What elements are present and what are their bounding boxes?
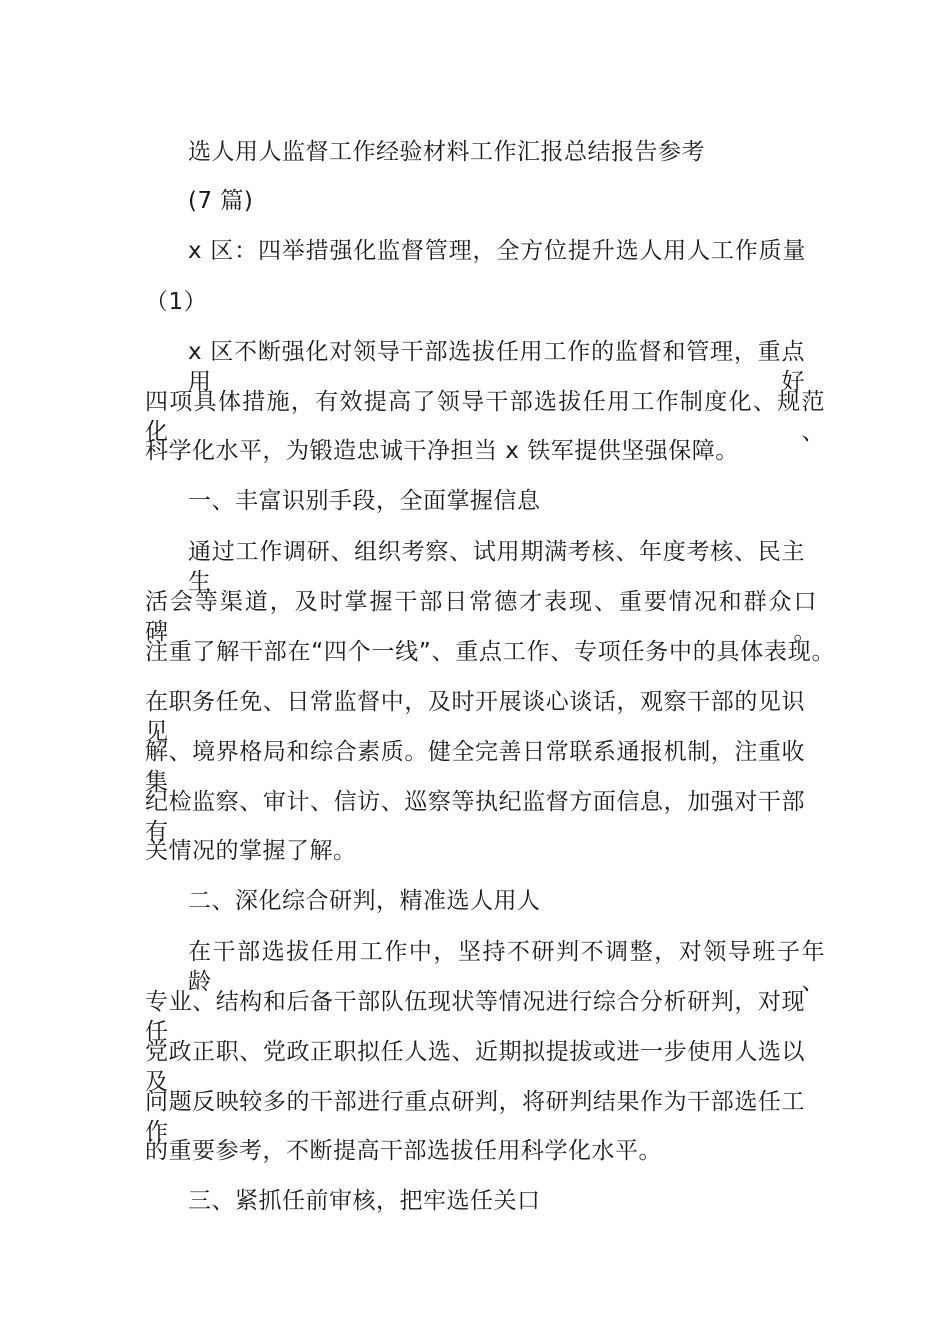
document-title-line-1: 选人用人监督工作经验材料工作汇报总结报告参考 bbox=[188, 139, 705, 165]
section-1-line-2: 活会等渠道，及时掌握干部日常德才表现、重要情况和群众口碑。 bbox=[145, 589, 817, 645]
section-2-line-2: 专业、结构和后备干部队伍现状等情况进行综合分析研判，对现任 bbox=[145, 989, 805, 1045]
section-1-line-1: 通过工作调研、组织考察、试用期满考核、年度考核、民主生 bbox=[188, 539, 805, 595]
intro-line-1: x 区不断强化对领导干部选拔任用工作的监督和管理，重点用好 bbox=[188, 339, 805, 395]
section-1-line-7: 关情况的掌握了解。 bbox=[145, 838, 357, 864]
intro-line-2: 四项具体措施，有效提高了领导干部选拔任用工作制度化、规范化、 bbox=[145, 389, 825, 445]
section-2-line-4: 问题反映较多的干部进行重点研判，将研判结果作为干部选任工作 bbox=[145, 1089, 805, 1145]
subtitle-line-1: x 区：四举措强化监督管理，全方位提升选人用人工作质量 bbox=[188, 238, 806, 264]
section-3-heading: 三、紧抓任前审核，把牢选任关口 bbox=[188, 1188, 541, 1214]
intro-line-3: 科学化水平，为锻造忠诚干净担当 x 铁军提供坚强保障。 bbox=[145, 438, 739, 464]
section-2-line-5: 的重要参考，不断提高干部选拔任用科学化水平。 bbox=[145, 1138, 662, 1164]
section-2-line-1: 在干部选拔任用工作中，坚持不研判不调整，对领导班子年龄、 bbox=[188, 939, 825, 995]
document-title-line-2: (7 篇) bbox=[188, 188, 254, 214]
section-1-line-4: 在职务任免、日常监督中，及时开展谈心谈话，观察干部的见识见 bbox=[145, 689, 805, 745]
section-1-line-5: 解、境界格局和综合素质。健全完善日常联系通报机制，注重收集 bbox=[145, 739, 805, 795]
section-2-heading: 二、深化综合研判，精准选人用人 bbox=[188, 888, 541, 914]
subtitle-line-2: （1） bbox=[145, 289, 208, 315]
section-1-heading: 一、丰富识别手段，全面掌握信息 bbox=[188, 488, 541, 514]
section-1-line-3: 注重了解干部在“四个一线”、重点工作、专项任务中的具体表现。 bbox=[145, 639, 835, 665]
section-1-line-6: 纪检监察、审计、信访、巡察等执纪监督方面信息，加强对干部有 bbox=[145, 789, 805, 845]
section-2-line-3: 党政正职、党政正职拟任人选、近期拟提拔或进一步使用人选以及 bbox=[145, 1039, 805, 1095]
